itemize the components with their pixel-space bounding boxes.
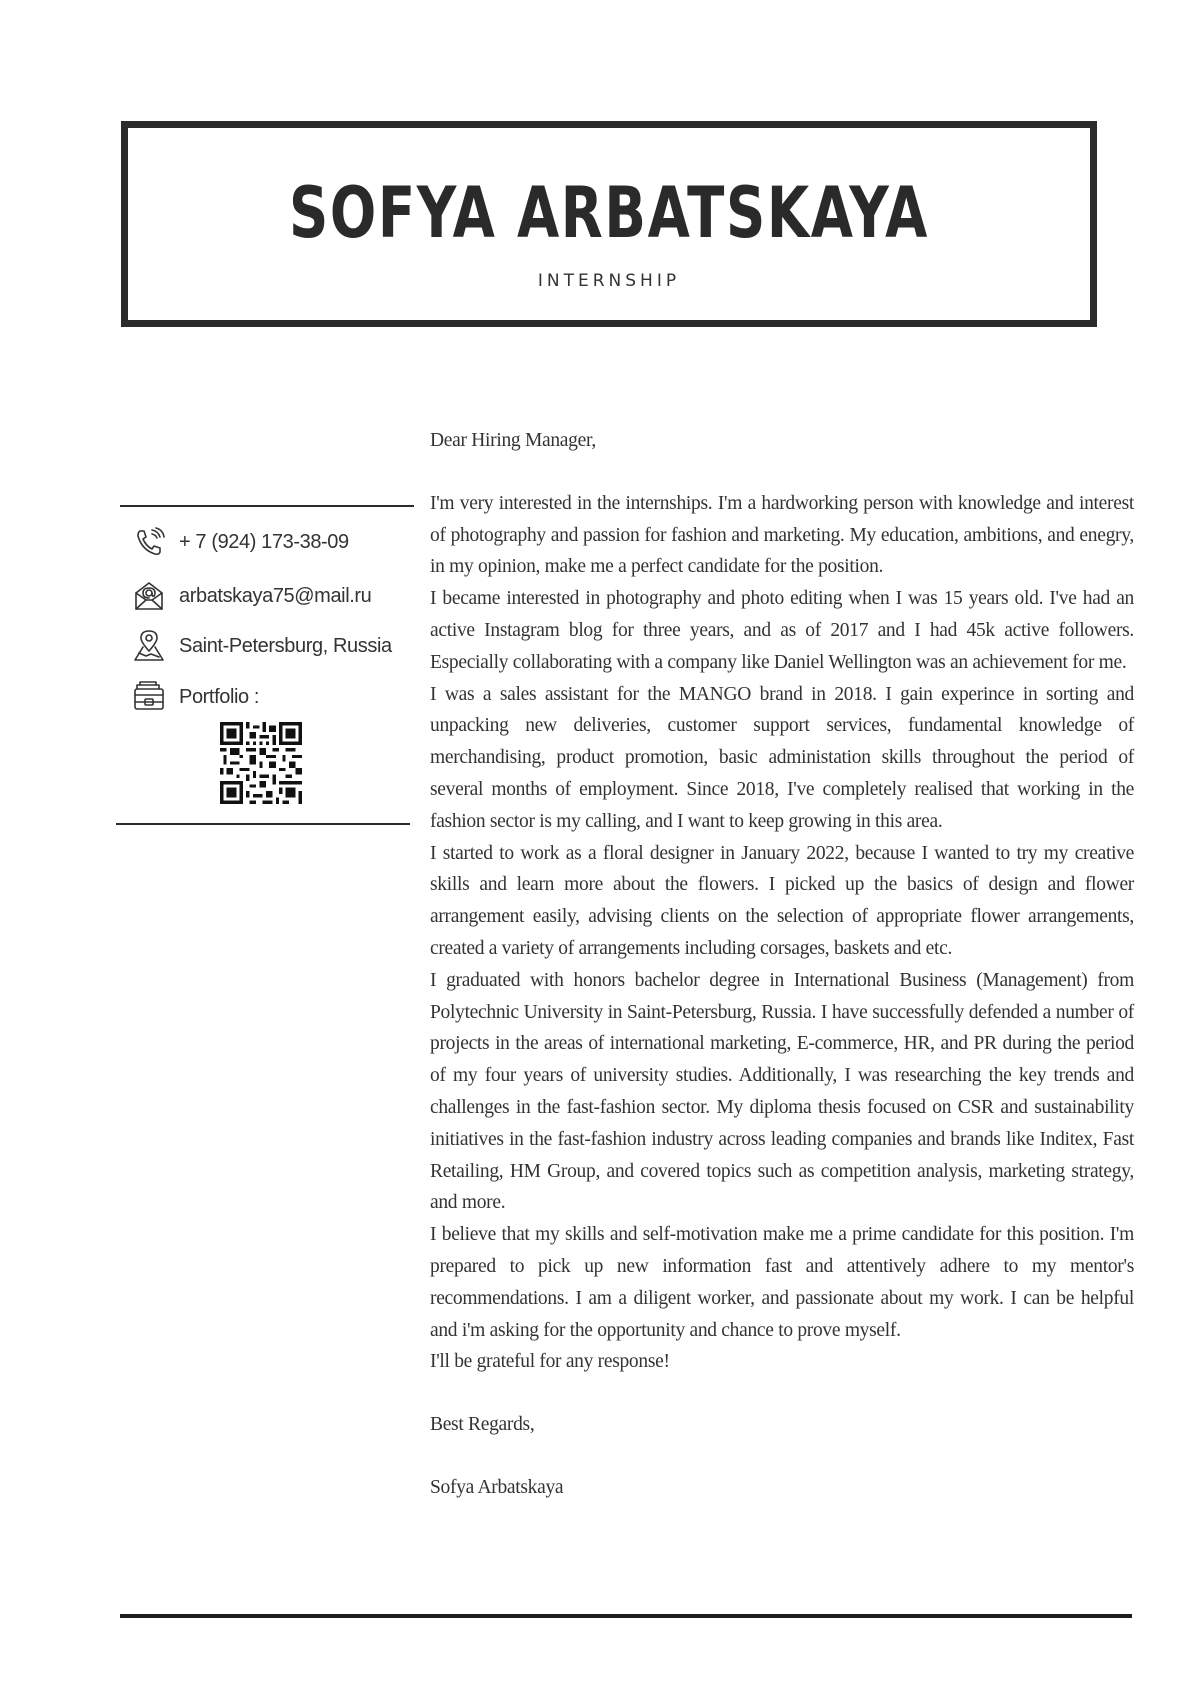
paragraph-photography: I became interested in photography and photo editing when I was 15 years old. I've had an active Instagram blog for three years, and as of 2017 and I had 45k active followers. Especially collaborating with a company like Daniel Wellington was an achievement for me. xyxy=(430,588,1134,673)
closing: Best Regards, xyxy=(430,1414,535,1436)
spacer xyxy=(430,1441,1134,1472)
phone-number: + 7 (924) 173-38-09 xyxy=(179,530,349,553)
contact-location xyxy=(132,629,432,663)
header-box xyxy=(121,121,1097,327)
footer-divider xyxy=(120,1614,1132,1618)
paragraph-motivation: I believe that my skills and self-motivation make me a prime candidate for this position. I'm prepared to pick up new information fast and attentively adhere to my mentor's recommendations. I am a diligent worker, and passionate about my work. I can be helpful and i'm asking for the opportunity and chance to prove myself. xyxy=(430,1224,1134,1341)
sidebar-top-divider xyxy=(120,505,414,507)
paragraph-floral-designer: I started to work as a floral designer in January 2022, because I wanted to try my creative skills and learn more about the flowers. I picked up the basics of design and flower arrangement easily, advising clients on the selection of appropriate flower arrangements, created a variety of arrangements including corsages, baskets and etc. xyxy=(430,842,1134,959)
phone-icon xyxy=(132,525,166,559)
contact-email xyxy=(132,579,432,613)
letter-body xyxy=(430,425,1134,1504)
applicant-name: SOFYA ARBATSKAYA xyxy=(289,172,929,254)
salutation: Dear Hiring Manager, xyxy=(430,430,596,451)
position-title: INTERNSHIP xyxy=(537,271,681,291)
paragraph-education: I graduated with honors bachelor degree in International Business (Management) from Polytechnic University in Saint-Petersburg, Russia. I have successfully defended a number of projects in the areas of international marketing, E-commerce, HR, and PR during the period of my four years of university studies. Additionally, I was researching the key trends and challenges in the fast-fashion sector. My diploma thesis focused on CSR and sustainability initiatives in the fast-fashion industry across leading companies and brands like Inditex, Fast Retailing, HM Group, and covered topics such as competition analysis, marketing strategy, and more. xyxy=(430,969,1134,1214)
spacer xyxy=(430,1378,1134,1409)
portfolio-label: Portfolio : xyxy=(179,685,260,708)
map-pin-icon xyxy=(132,629,166,663)
contact-portfolio xyxy=(132,680,432,714)
envelope-icon xyxy=(132,579,166,613)
email-address: arbatskaya75@mail.ru xyxy=(179,584,372,607)
paragraph-sales-assistant: I was a sales assistant for the MANGO brand in 2018. I gain experince in sorting and unpacking new deliveries, customer support services, fundamental knowledge of merchandising, product promotion, basic administation skills throughout the period of several months of employment. Since 2018, I've completely realised that working in the fashion sector is my calling, and I want to keep growing in this area. xyxy=(430,683,1134,832)
paragraph-interest: I'm very interested in the internships. I'm a hardworking person with knowledge and interest of photography and passion for fashion and marketing. My education, ambitions, and enegry, in my opinion, make me a perfect candidate for the position. xyxy=(430,492,1134,578)
wallet-icon xyxy=(132,680,166,714)
location-text: Saint-Petersburg, Russia xyxy=(179,634,392,657)
sidebar-bottom-divider xyxy=(116,823,410,825)
contact-phone xyxy=(132,525,432,559)
signature: Sofya Arbatskaya xyxy=(430,1476,564,1498)
qr-code-icon[interactable] xyxy=(220,722,302,804)
paragraph-thanks: I'll be grateful for any response! xyxy=(430,1351,670,1373)
